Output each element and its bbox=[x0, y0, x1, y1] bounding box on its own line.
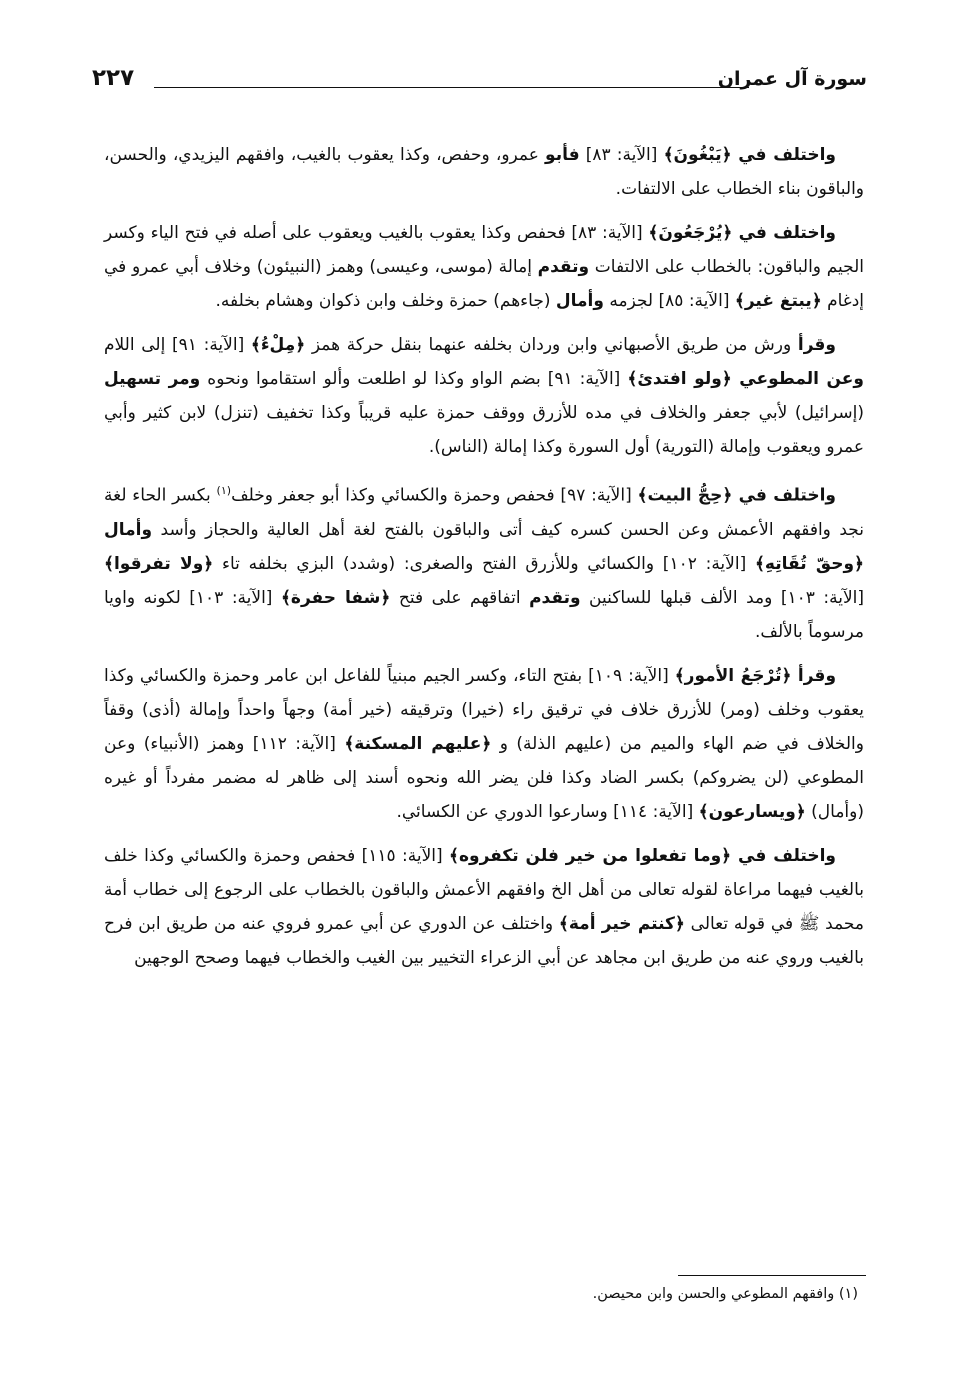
bold-segment: ﴿مِلْءُ﴾ bbox=[250, 335, 306, 355]
bold-segment: واختلف في ﴿حِجُّ البيت﴾ bbox=[637, 485, 837, 506]
footnote-marker: (١) bbox=[216, 484, 232, 497]
text-segment: [الآية: ٨٣] فحفص وكذا يعقوب بالغيب ويعقوب على أصله في فتح الياء وكسر الجيم والباقون: بالخطاب على الالتفات bbox=[104, 223, 865, 277]
main-text bbox=[104, 138, 864, 985]
footnote-rule bbox=[678, 1275, 866, 1276]
bold-segment: فأبو bbox=[545, 145, 580, 165]
text-segment: [الآية: ١٠٢] والكسائي وللأزرق الفتح والصغرى: (وشدد) البزي بخلفه تاء bbox=[213, 553, 755, 574]
text-segment: [الآية: ٨٣] bbox=[579, 145, 664, 165]
text-segment: [الآية: ١١٥] فحفص وحمزة والكسائي وكذا خلف بالغيب فيهما مراعاة لقوله تعالى من أهل الخ وافقهم الأعمش والباقون بالخطاب على الرجوع إلى خطاب أمة محمد ﷺ في قوله تعالى bbox=[104, 845, 864, 934]
text-segment: واختلف عن الدوري عن أبي عمرو فروي عنه من طريق ابن فرح بالغيب وروي عنه من طريق ابن مجاهد عن أبي الزعراء التخيير بين الغيب والخطاب فيهما وصحح الوجهين bbox=[104, 913, 864, 968]
paragraph bbox=[104, 659, 864, 829]
bold-segment: واختلف في ﴿وما تفعلوا من خير فلن تكفروه﴾ bbox=[449, 845, 836, 866]
surah-title: سورة آل عمران bbox=[717, 68, 867, 90]
bold-segment: ومر تسهيل bbox=[104, 369, 201, 389]
text-segment: [الآية: ٩٧] فحفص وحمزة والكسائي وكذا أبو جعفر وخلف bbox=[231, 485, 638, 506]
text-segment: [الآية: ١١٤] وسارعوا الدوري عن الكسائي. bbox=[396, 801, 699, 822]
text-segment: إمالة (موسى، وعيسى) وهمز (النبيئون) وخلاف أبي عمرو في إدغام bbox=[104, 257, 864, 311]
text-segment: (إسرائيل) لأبي جعفر والخلاف في مده للأزرق ووقف حمزة عليه قريباً وكذا تخفيف (تنزل) لابن كثير وأبي عمرو ويعقوب وإمالة (التورية) أول السورة وكذا إمالة (الناس). bbox=[104, 403, 864, 457]
paragraph bbox=[104, 328, 864, 464]
bold-segment: ﴿كنتم خير أمة﴾ bbox=[558, 913, 685, 934]
bold-segment: وعن المطوعي ﴿ولو افتدئ﴾ bbox=[627, 369, 864, 389]
paragraph bbox=[104, 216, 864, 318]
paragraph bbox=[104, 138, 864, 206]
bold-segment: وقرأ bbox=[797, 335, 836, 355]
bold-segment: وأمال bbox=[555, 291, 604, 311]
bold-segment: ﴿ولا تفرقوا﴾ bbox=[104, 553, 214, 574]
text-segment: [الآية: ١٠٣] ومد الألف قبلها للساكنين bbox=[580, 587, 865, 608]
text-segment: اتفاقهم على فتح bbox=[390, 587, 530, 608]
bold-segment: ﴿شفا حفرة﴾ bbox=[280, 587, 391, 608]
paragraph bbox=[104, 474, 864, 649]
bold-segment: وتقدم bbox=[529, 587, 581, 608]
text-segment: [الآية: ١١٢] وهمز (الأنبياء) وعن المطوعي (لن يضروكم) بكسر الضاد وكذا فلن يضر الله ونحوه أسند إلى ظاهر له مضمر مفرداً أو غيره (وأمال) bbox=[104, 733, 864, 822]
bold-segment: ﴿ويسارعون﴾ bbox=[698, 801, 806, 822]
text-segment: [الآية: ١٠٣] لكونه واويا مرسوماً بالألف. bbox=[104, 587, 864, 642]
footnote: (١) وافقهم المطوعي والحسن وابن محيصن. bbox=[592, 1286, 858, 1302]
bold-segment: ﴿عليهم المسكنة﴾ bbox=[344, 733, 492, 754]
text-segment: [الآية: ٨٥] لجزمه bbox=[603, 291, 735, 311]
page-header bbox=[92, 66, 867, 96]
bold-segment: وتقدم bbox=[537, 257, 590, 277]
bold-segment: وقرأ ﴿تُرْجَعُ الأمور﴾ bbox=[674, 665, 837, 686]
page-number: ٢٢٧ bbox=[92, 65, 135, 91]
text-segment: بكسر الحاء لغة نجد وافقهم الأعمش وعن الحسن كسره كيف أتى والباقون بالفتح لغة أهل العالية والحجاز وأسد bbox=[104, 485, 864, 540]
text-segment: عمرو، وحفص، وكذا يعقوب بالغيب، وافقهم اليزيدي، والحسن، والباقون بناء الخطاب على الالتفات. bbox=[104, 145, 864, 199]
text-segment: [الآية: ٩١] بضم الواو وكذا لو اطلعت وألو استقاموا ونحوه bbox=[200, 369, 628, 389]
paragraph bbox=[104, 839, 864, 975]
bold-segment: واختلف في ﴿يَبْغُونَ﴾ bbox=[663, 145, 836, 165]
text-segment: [الآية: ١٠٩] بفتح التاء، وكسر الجيم مبنياً للفاعل ابن عامر وحمزة والكسائي وكذا يعقوب وخلف (ومر) للأزرق خلاف في ترقيق راء (خيرا) وترقيقه (خير أمة) وجهاً واحداً وإمالة (أذى) وقفاً والخلاف في ضم الهاء والميم من (عليهم الذلة) و bbox=[104, 665, 864, 754]
bold-segment: وأمال ﴿وحقّ تُقَاتِهِ﴾ bbox=[104, 519, 864, 574]
header-rule bbox=[154, 87, 749, 88]
bold-segment: واختلف في ﴿يُرْجَعُونَ﴾ bbox=[648, 223, 836, 243]
text-segment: (جاءهم) حمزة وخلف وابن ذكوان وهشام بخلفه. bbox=[215, 291, 556, 311]
text-segment: ورش من طريق الأصبهاني وابن وردان بخلفه عنهما بنقل حركة همز bbox=[305, 335, 798, 355]
text-segment: [الآية: ٩١] إلى اللام bbox=[104, 335, 251, 355]
bold-segment: ﴿يبتغ غير﴾ bbox=[734, 291, 822, 311]
